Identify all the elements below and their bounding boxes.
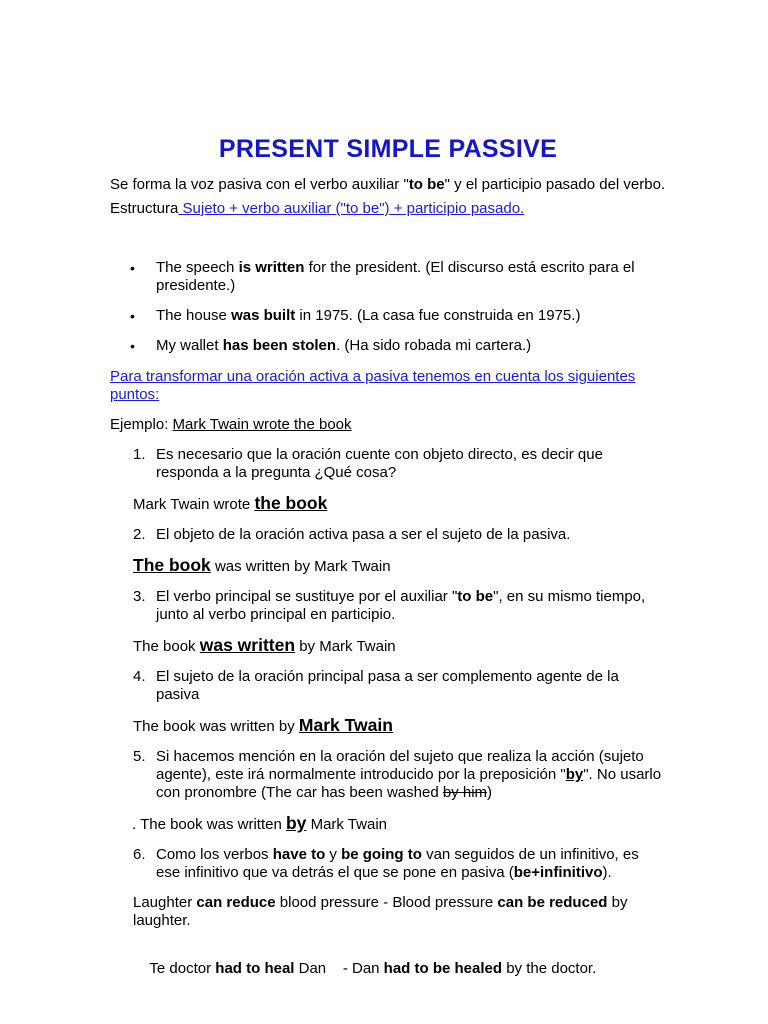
step-example: Mark Twain wrote the book bbox=[133, 493, 328, 513]
example-bullet-list bbox=[110, 259, 666, 355]
step-example: The book was written by Mark Twain bbox=[133, 555, 391, 575]
step-example: The book was written by Mark Twain bbox=[133, 635, 396, 655]
structure-link[interactable]: Sujeto + verbo auxiliar ("to be") + participio pasado. bbox=[178, 200, 525, 217]
page-title: PRESENT SIMPLE PASSIVE bbox=[218, 135, 558, 163]
step-example: The book was written by Mark Twain bbox=[133, 715, 393, 735]
list-item: • The speech is written for the president. (El discurso está escrito para el presidente.) bbox=[110, 259, 666, 295]
document-page bbox=[110, 131, 666, 996]
structure-line bbox=[110, 200, 666, 218]
doctor-example: Te doctor had to heal Dan - Dan had to be healed by the doctor. bbox=[149, 960, 597, 977]
example-sentence: Mark Twain wrote the book bbox=[172, 416, 352, 433]
laughter-example: Laughter can reduce blood pressure - Blood pressure can be reduced by laughter. bbox=[133, 894, 628, 929]
step-example: . The book was written by Mark Twain bbox=[132, 813, 387, 833]
step-item: 1. Es necesario que la oración cuente con objeto directo, es decir que responda a la pregunta ¿Qué cosa? bbox=[133, 446, 603, 481]
intro-paragraph: Se forma la voz pasiva con el verbo auxiliar "to be" y el participio pasado del verbo. bbox=[110, 176, 666, 193]
example-line: Ejemplo: Mark Twain wrote the book bbox=[110, 416, 352, 433]
structure-label: Estructura bbox=[110, 200, 179, 217]
step-item: 6. Como los verbos have to y be going to van seguidos de un infinitivo, es ese infinitivo que va detrás el que se pone en pasiva (be+infinitivo). bbox=[133, 846, 639, 881]
transform-link[interactable]: Para transformar una oración activa a pasiva tenemos en cuenta los siguientes puntos: bbox=[110, 368, 636, 403]
steps-list bbox=[110, 446, 666, 482]
list-item: • The house was built in 1975. (La casa fue construida en 1975.) bbox=[110, 307, 666, 325]
step-item: 4. El sujeto de la oración principal pasa a ser complemento agente de la pasiva bbox=[133, 668, 619, 703]
step-item: 2. El objeto de la oración activa pasa a ser el sujeto de la pasiva. bbox=[133, 526, 571, 543]
list-item: • My wallet has been stolen. (Ha sido robada mi cartera.) bbox=[110, 337, 666, 355]
step-item: 3. El verbo principal se sustituye por el auxiliar "to be", en su mismo tiempo, junto al verbo principal en participio. bbox=[133, 588, 646, 623]
step-item: 5. Si hacemos mención en la oración del sujeto que realiza la acción (sujeto agente), este irá normalmente introducido por la preposición "by". No usarlo con pronombre (The car has been washed by him) bbox=[133, 748, 662, 801]
